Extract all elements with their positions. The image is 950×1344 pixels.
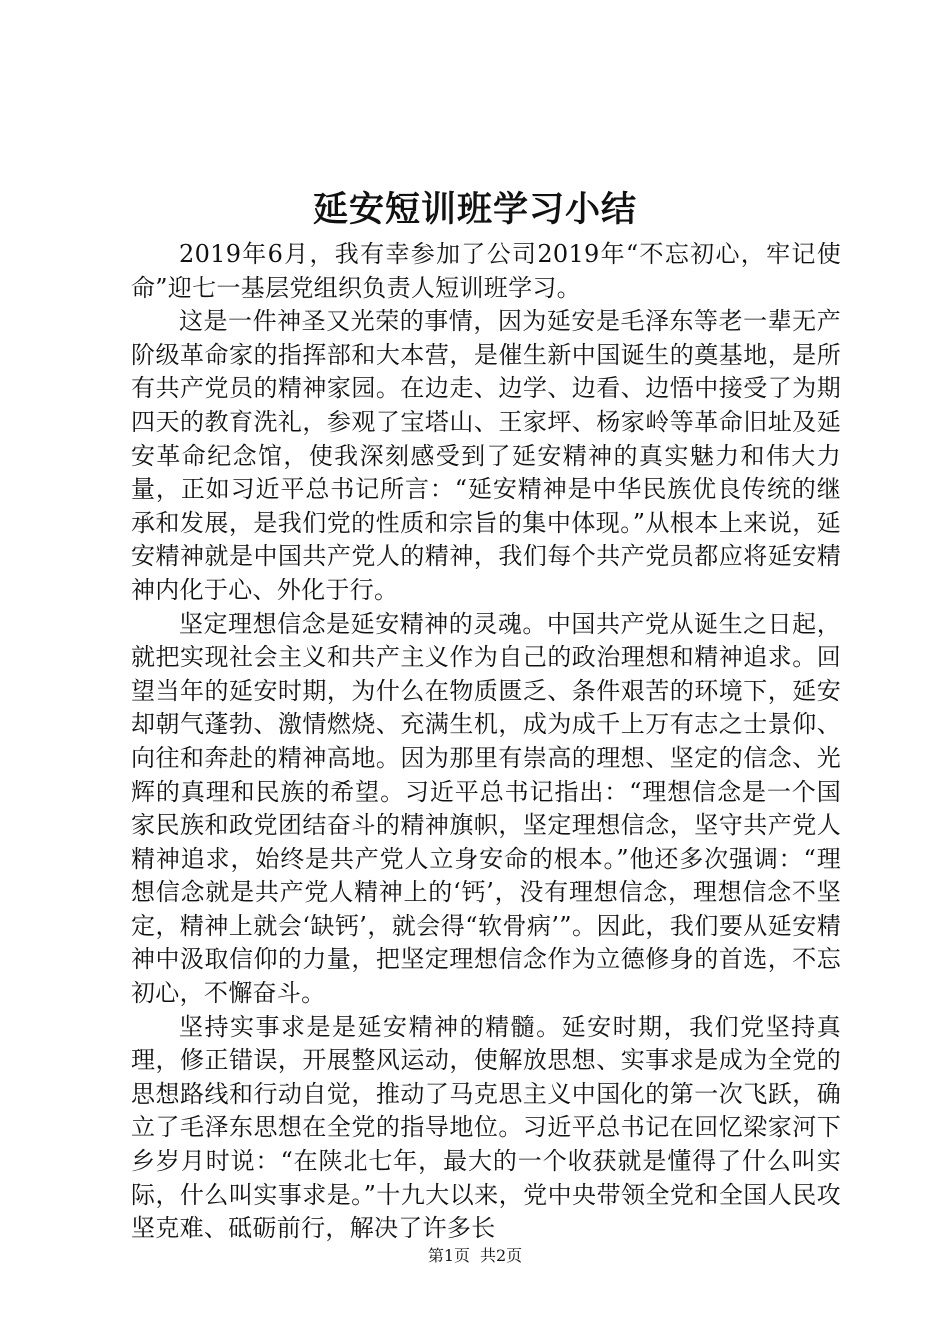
page-number: 第1页 (427, 1246, 470, 1265)
document-title: 延安短训班学习小结 (312, 189, 637, 230)
paragraph: 坚定理想信念是延安精神的灵魂。中国共产党从诞生之日起，就把实现社会主义和共产主义作为自己的政治理想和精神追求。回望当年的延安时期，为什么在物质匮乏、条件艰苦的环境下，延安却朝气蓬勃、激情燃烧、充满生机，成为成千上万有志之士景仰、向往和奔赴的精神高地。因为那里有崇高的理想、坚定的信念、光辉的真理和民族的希望。习近平总书记指出：“理想信念是一个国家民族和政党团结奋斗的精神旗帜，坚定理想信念，坚守共产党人精神追求，始终是共产党人立身安命的根本。”他还多次强调：“理想信念就是共产党人精神上的‘钙’，没有理想信念，理想信念不坚定，精神上就会‘缺钙’，就会得“软骨病’”。因此，我们要从延安精神中汲取信仰的力量，把坚定理想信念作为立德修身的首选，不忘初心，不懈奋斗。 (131, 609, 841, 1008)
paragraph: 这是一件神圣又光荣的事情，因为延安是毛泽东等老一辈无产阶级革命家的指挥部和大本营，是催生新中国诞生的奠基地，是所有共产党员的精神家园。在边走、边学、边看、边悟中接受了为期四天的教育洗礼，参观了宝塔山、王家坪、杨家岭等革命旧址及延安革命纪念馆，使我深刻感受到了延安精神的真实魅力和伟大力量，正如习近平总书记所言：“延安精神是中华民族优良传统的继承和发展，是我们党的性质和宗旨的集中体现。”从根本上来说，延安精神就是中国共产党人的精神，我们每个共产党员都应将延安精神内化于心、外化于行。 (131, 307, 841, 604)
page-footer (0, 1244, 950, 1268)
paragraph: 2019年6月，我有幸参加了公司2019年“不忘初心，牢记使命”迎七一基层党组织负责人短训班学习。 (131, 240, 841, 302)
paragraph: 坚持实事求是是延安精神的精髓。延安时期，我们党坚持真理，修正错误，开展整风运动，使解放思想、实事求是成为全党的思想路线和行动自觉，推动了马克思主义中国化的第一次飞跃，确立了毛泽东思想在全党的指导地位。习近平总书记在回忆梁家河下乡岁月时说：“在陕北七年，最大的一个收获就是懂得了什么叫实际，什么叫实事求是。”十九大以来，党中央带领全党和全国人民攻坚克难、砥砺前行，解决了许多长 (131, 1012, 841, 1243)
page-total: 共2页 (480, 1246, 523, 1265)
document-body (131, 238, 841, 1246)
